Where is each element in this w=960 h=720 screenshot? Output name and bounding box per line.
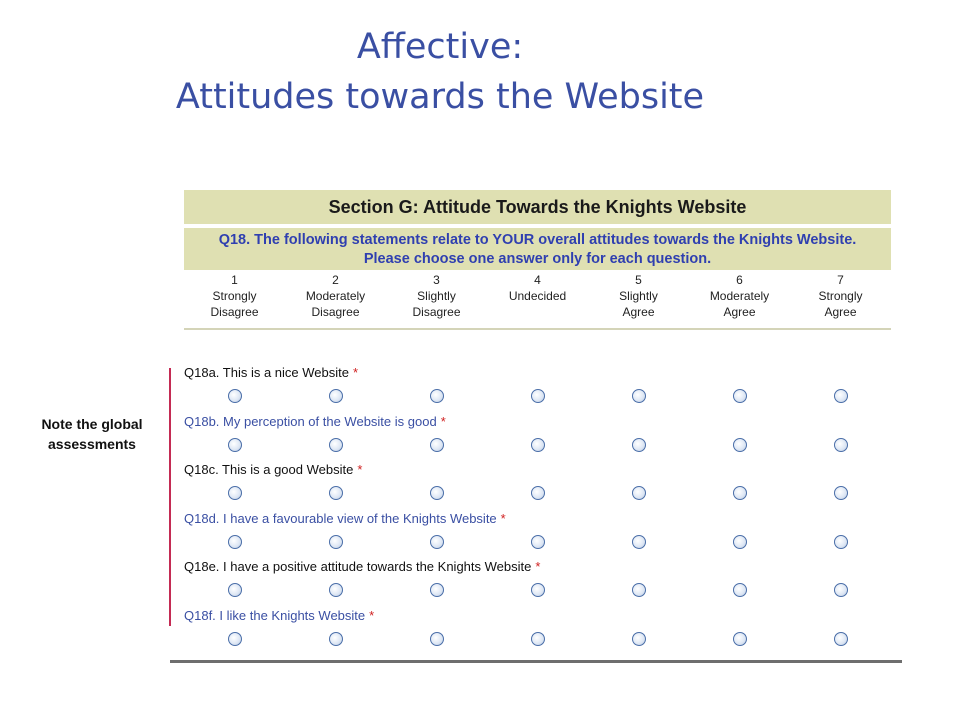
radio-cell [689, 384, 790, 408]
question-text: Q18f. I like the Knights Website [184, 607, 366, 623]
radio-button[interactable] [531, 535, 545, 549]
radio-cell [184, 627, 285, 651]
radio-button[interactable] [228, 438, 242, 452]
radio-button[interactable] [228, 632, 242, 646]
radio-cell [790, 530, 891, 554]
scale-option-2 [285, 270, 386, 328]
radio-cell [285, 384, 386, 408]
scale-option-5 [588, 270, 689, 328]
radio-cell [689, 627, 790, 651]
radio-button[interactable] [733, 583, 747, 597]
radio-cell [588, 433, 689, 457]
radio-button[interactable] [430, 535, 444, 549]
question-row [184, 362, 891, 411]
radio-button[interactable] [329, 438, 343, 452]
radio-cell [689, 433, 790, 457]
required-asterisk: * [535, 559, 541, 574]
scale-num: 6 [736, 273, 743, 287]
radio-group [184, 481, 891, 505]
scale-l2: Agree [824, 305, 857, 319]
scale-option-7 [790, 270, 891, 328]
radio-cell [184, 433, 285, 457]
radio-cell [588, 627, 689, 651]
scale-l2: Disagree [210, 305, 259, 319]
question-row [184, 556, 891, 605]
radio-cell [689, 578, 790, 602]
radio-cell [689, 530, 790, 554]
radio-cell [790, 627, 891, 651]
question-row [184, 508, 891, 557]
radio-cell [487, 627, 588, 651]
radio-cell [487, 384, 588, 408]
radio-button[interactable] [733, 486, 747, 500]
radio-button[interactable] [329, 632, 343, 646]
radio-cell [790, 433, 891, 457]
radio-button[interactable] [228, 389, 242, 403]
survey-form [184, 190, 891, 330]
radio-cell [386, 384, 487, 408]
radio-button[interactable] [531, 486, 545, 500]
radio-cell [184, 530, 285, 554]
scale-l2: Agree [723, 305, 756, 319]
scale-l1: Strongly [818, 289, 863, 303]
scale-l1: Moderately [709, 289, 770, 303]
note-annotation [22, 414, 162, 454]
scale-option-3 [386, 270, 487, 328]
radio-cell [386, 530, 487, 554]
scale-l2 [487, 304, 588, 320]
title-line-1: Affective: [356, 27, 524, 67]
bottom-divider [170, 660, 902, 663]
radio-button[interactable] [632, 583, 646, 597]
radio-button[interactable] [228, 535, 242, 549]
radio-cell [588, 481, 689, 505]
section-header: Section G: Attitude Towards the Knights Website [184, 190, 891, 224]
question-row [184, 411, 891, 460]
radio-cell [386, 433, 487, 457]
question-label [184, 605, 891, 627]
scale-option-1 [184, 270, 285, 328]
scale-l2: Disagree [311, 305, 360, 319]
radio-button[interactable] [632, 389, 646, 403]
radio-cell [689, 481, 790, 505]
radio-button[interactable] [632, 632, 646, 646]
radio-cell [285, 481, 386, 505]
radio-group [184, 530, 891, 554]
radio-group [184, 578, 891, 602]
question-label [184, 459, 891, 481]
question-text: Q18b. My perception of the Website is good [184, 413, 437, 429]
radio-button[interactable] [531, 389, 545, 403]
note-line-2: assessments [48, 436, 136, 452]
question-text: Q18d. I have a favourable view of the Knights Website [184, 510, 497, 526]
radio-cell [285, 530, 386, 554]
radio-cell [386, 481, 487, 505]
radio-button[interactable] [531, 583, 545, 597]
radio-cell [285, 433, 386, 457]
radio-button[interactable] [834, 389, 848, 403]
scale-option-6 [689, 270, 790, 328]
scale-num: 2 [332, 273, 339, 287]
title-line-2: Attitudes towards the Website [175, 77, 705, 117]
scale-num: 3 [433, 273, 440, 287]
question-list [184, 362, 891, 653]
scale-num: 7 [837, 273, 844, 287]
required-asterisk: * [369, 607, 375, 623]
radio-button[interactable] [834, 486, 848, 500]
question-label [184, 508, 891, 530]
radio-group [184, 433, 891, 457]
radio-button[interactable] [733, 632, 747, 646]
radio-button[interactable] [733, 535, 747, 549]
radio-button[interactable] [329, 486, 343, 500]
radio-cell [588, 530, 689, 554]
radio-cell [184, 481, 285, 505]
radio-cell [386, 627, 487, 651]
scale-header [184, 270, 891, 330]
radio-cell [184, 384, 285, 408]
radio-button[interactable] [834, 535, 848, 549]
radio-button[interactable] [228, 486, 242, 500]
radio-button[interactable] [834, 632, 848, 646]
radio-button[interactable] [733, 389, 747, 403]
radio-cell [588, 384, 689, 408]
scale-l2: Agree [622, 305, 655, 319]
question-line-1: Q18. The following statements relate to YOUR overall attitudes towards the Knights Website. [218, 232, 857, 248]
question-row [184, 605, 891, 654]
radio-cell [285, 578, 386, 602]
radio-button[interactable] [329, 389, 343, 403]
radio-button[interactable] [834, 583, 848, 597]
required-asterisk: * [440, 413, 446, 429]
radio-cell [285, 627, 386, 651]
radio-cell [487, 433, 588, 457]
required-asterisk: * [500, 510, 506, 526]
radio-button[interactable] [430, 438, 444, 452]
radio-button[interactable] [329, 535, 343, 549]
radio-button[interactable] [430, 486, 444, 500]
question-text: Q18e. I have a positive attitude towards the Knights Website [184, 559, 532, 574]
scale-l1: Undecided [508, 289, 567, 303]
radio-cell [487, 578, 588, 602]
question-text: Q18a. This is a nice Website [184, 365, 349, 380]
question-row [184, 459, 891, 508]
radio-button[interactable] [632, 486, 646, 500]
note-line-1: Note the global [41, 416, 143, 432]
question-line-2: Please choose one answer only for each question. [363, 251, 712, 267]
radio-button[interactable] [632, 438, 646, 452]
required-asterisk: * [357, 462, 363, 477]
slide-title [0, 22, 880, 122]
scale-num: 4 [534, 273, 541, 287]
scale-num: 1 [231, 273, 238, 287]
radio-button[interactable] [430, 389, 444, 403]
radio-button[interactable] [531, 632, 545, 646]
radio-button[interactable] [228, 583, 242, 597]
radio-cell [790, 481, 891, 505]
radio-cell [588, 578, 689, 602]
radio-cell [790, 384, 891, 408]
radio-group [184, 627, 891, 651]
question-text: Q18c. This is a good Website [184, 462, 354, 477]
scale-l2: Disagree [412, 305, 461, 319]
question-label [184, 411, 891, 433]
question-label [184, 362, 891, 384]
radio-button[interactable] [834, 438, 848, 452]
radio-button[interactable] [430, 632, 444, 646]
radio-button[interactable] [430, 583, 444, 597]
radio-cell [386, 578, 487, 602]
question-label [184, 556, 891, 578]
scale-option-4 [487, 270, 588, 328]
scale-l1: Slightly [417, 289, 456, 303]
radio-button[interactable] [531, 438, 545, 452]
radio-group [184, 384, 891, 408]
scale-num: 5 [635, 273, 642, 287]
radio-cell [487, 530, 588, 554]
radio-button[interactable] [329, 583, 343, 597]
radio-button[interactable] [632, 535, 646, 549]
required-asterisk: * [353, 365, 359, 380]
radio-cell [184, 578, 285, 602]
question-header [184, 228, 891, 270]
radio-cell [790, 578, 891, 602]
radio-cell [487, 481, 588, 505]
scale-l1: Moderately [305, 289, 366, 303]
highlight-bar [169, 368, 171, 626]
radio-button[interactable] [733, 438, 747, 452]
scale-l1: Slightly [619, 289, 658, 303]
scale-l1: Strongly [212, 289, 257, 303]
